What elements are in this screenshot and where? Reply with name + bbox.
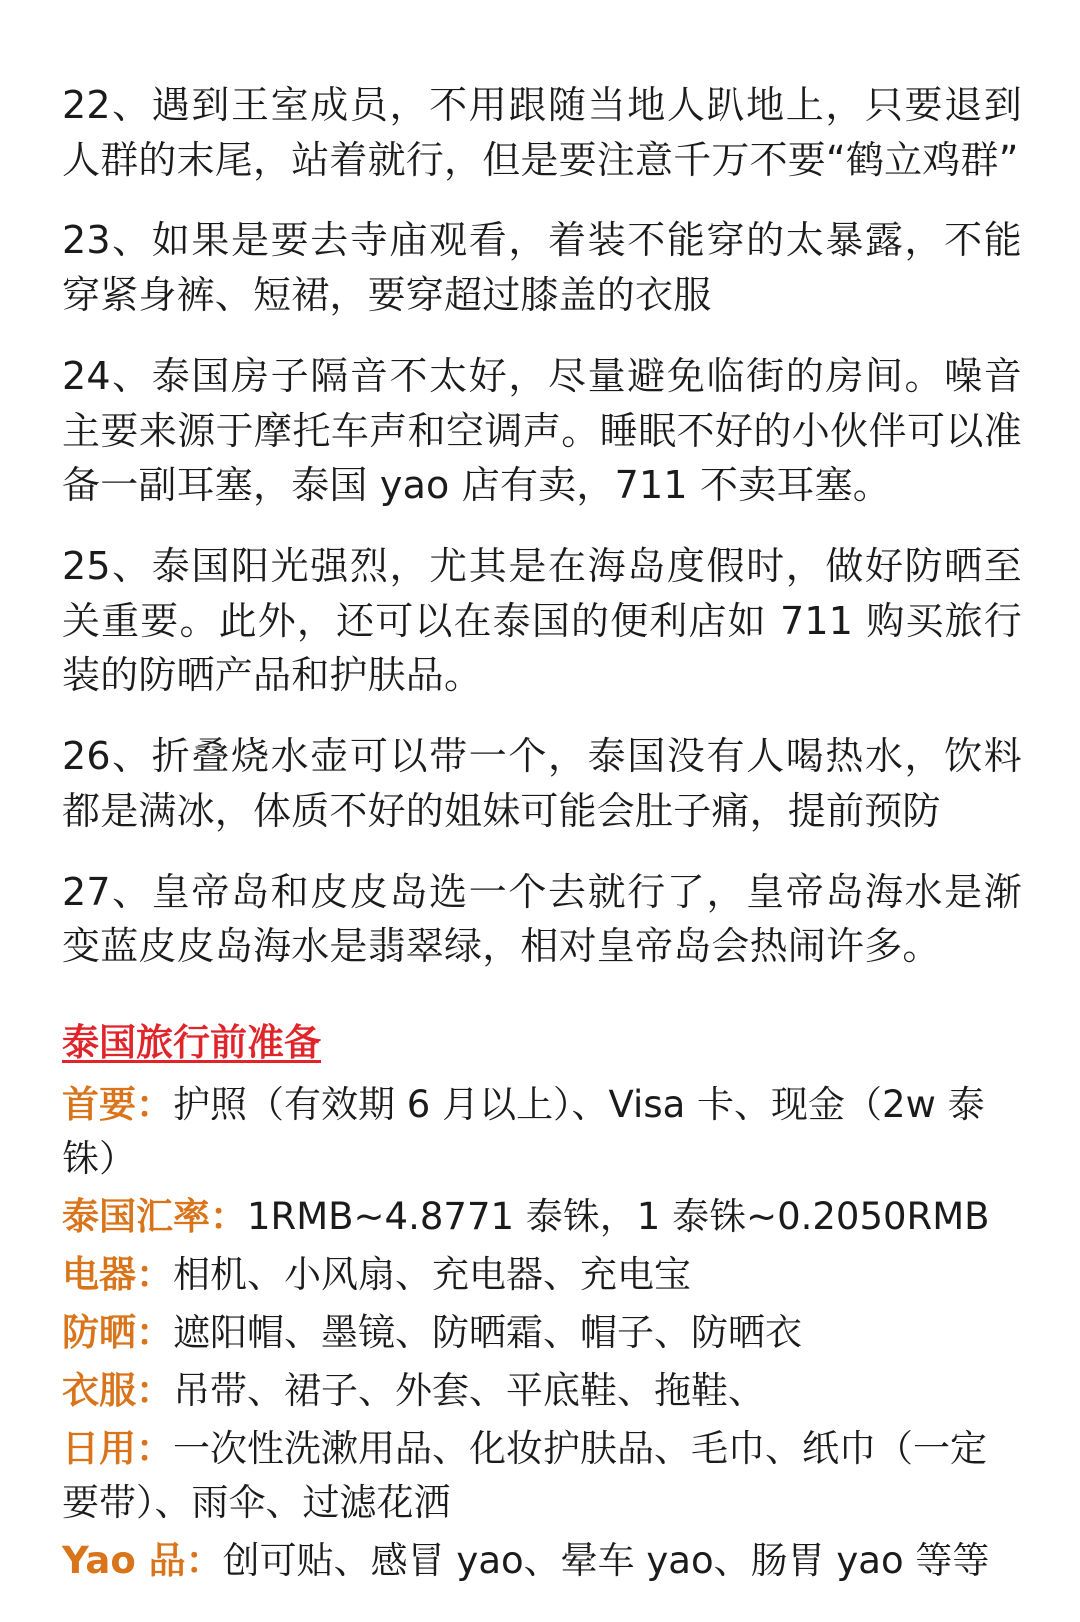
preparation-item-label: 日用：	[62, 1427, 173, 1471]
tip-paragraph-27: 27、皇帝岛和皮皮岛选一个去就行了，皇帝岛海水是渐变蓝皮皮岛海水是翡翠绿，相对皇帝岛会热闹许多。	[62, 869, 1022, 969]
preparation-item-label: 衣服：	[62, 1369, 173, 1413]
preparation-item-label: 防晒：	[62, 1311, 173, 1355]
preparation-section	[62, 1018, 1022, 1588]
preparation-item-label: 首要：	[62, 1083, 173, 1126]
preparation-item-value: 遮阳帽、墨镜、防晒霜、帽子、防晒衣	[173, 1311, 802, 1355]
tip-paragraph-25: 25、泰国阳光强烈，尤其是在海岛度假时，做好防晒至关重要。此外，还可以在泰国的便利店如 711 购买旅行装的防晒产品和护肤品。	[62, 544, 1022, 698]
tip-paragraph-23: 23、如果是要去寺庙观看，着装不能穿的太暴露，不能穿紧身裤、短裙，要穿超过膝盖的衣服	[62, 218, 1022, 318]
preparation-item-essentials	[62, 1078, 1022, 1186]
preparation-item-label: Yao 品：	[62, 1539, 223, 1583]
preparation-item-medicine	[62, 1534, 1022, 1588]
tip-paragraph-24: 24、泰国房子隔音不太好，尽量避免临街的房间。噪音主要来源于摩托车声和空调声。睡眠不好的小伙伴可以准备一副耳塞，泰国 yao 店有卖，711 不卖耳塞。	[62, 353, 1022, 508]
preparation-item-value: 吊带、裙子、外套、平底鞋、拖鞋、	[173, 1369, 765, 1413]
preparation-heading: 泰国旅行前准备	[62, 1021, 321, 1065]
preparation-item-value: 1RMB~4.8771 泰铢，1 泰铢~0.2050RMB	[247, 1195, 990, 1239]
preparation-item-value: 相机、小风扇、充电器、充电宝	[173, 1253, 691, 1297]
preparation-item-label: 泰国汇率：	[62, 1195, 247, 1239]
preparation-item-sun-protection	[62, 1306, 1022, 1360]
tip-paragraph-22: 22、遇到王室成员，不用跟随当地人趴地上，只要退到人群的末尾，站着就行，但是要注意千万不要“鹤立鸡群”	[62, 83, 1022, 182]
preparation-item-exchange-rate	[62, 1190, 1022, 1244]
preparation-item-value: 一次性洗漱用品、化妆护肤品、毛巾、纸巾（一定要带）、雨伞、过滤花洒	[62, 1427, 987, 1525]
preparation-list	[62, 1078, 1022, 1588]
preparation-item-value: 护照（有效期 6 月以上）、Visa 卡、现金（2w 泰铢）	[62, 1083, 985, 1181]
preparation-item-clothing	[62, 1364, 1022, 1418]
tip-paragraph-26: 26、折叠烧水壶可以带一个，泰国没有人喝热水，饮料都是满冰，体质不好的姐妹可能会肚子痛，提前预防	[62, 734, 1022, 833]
preparation-item-daily-goods	[62, 1422, 1022, 1530]
preparation-item-label: 电器：	[62, 1253, 173, 1297]
travel-tips-section	[62, 78, 1022, 974]
preparation-item-value: 创可贴、感冒 yao、晕车 yao、肠胃 yao 等等	[222, 1539, 990, 1583]
preparation-item-electronics	[62, 1248, 1022, 1302]
